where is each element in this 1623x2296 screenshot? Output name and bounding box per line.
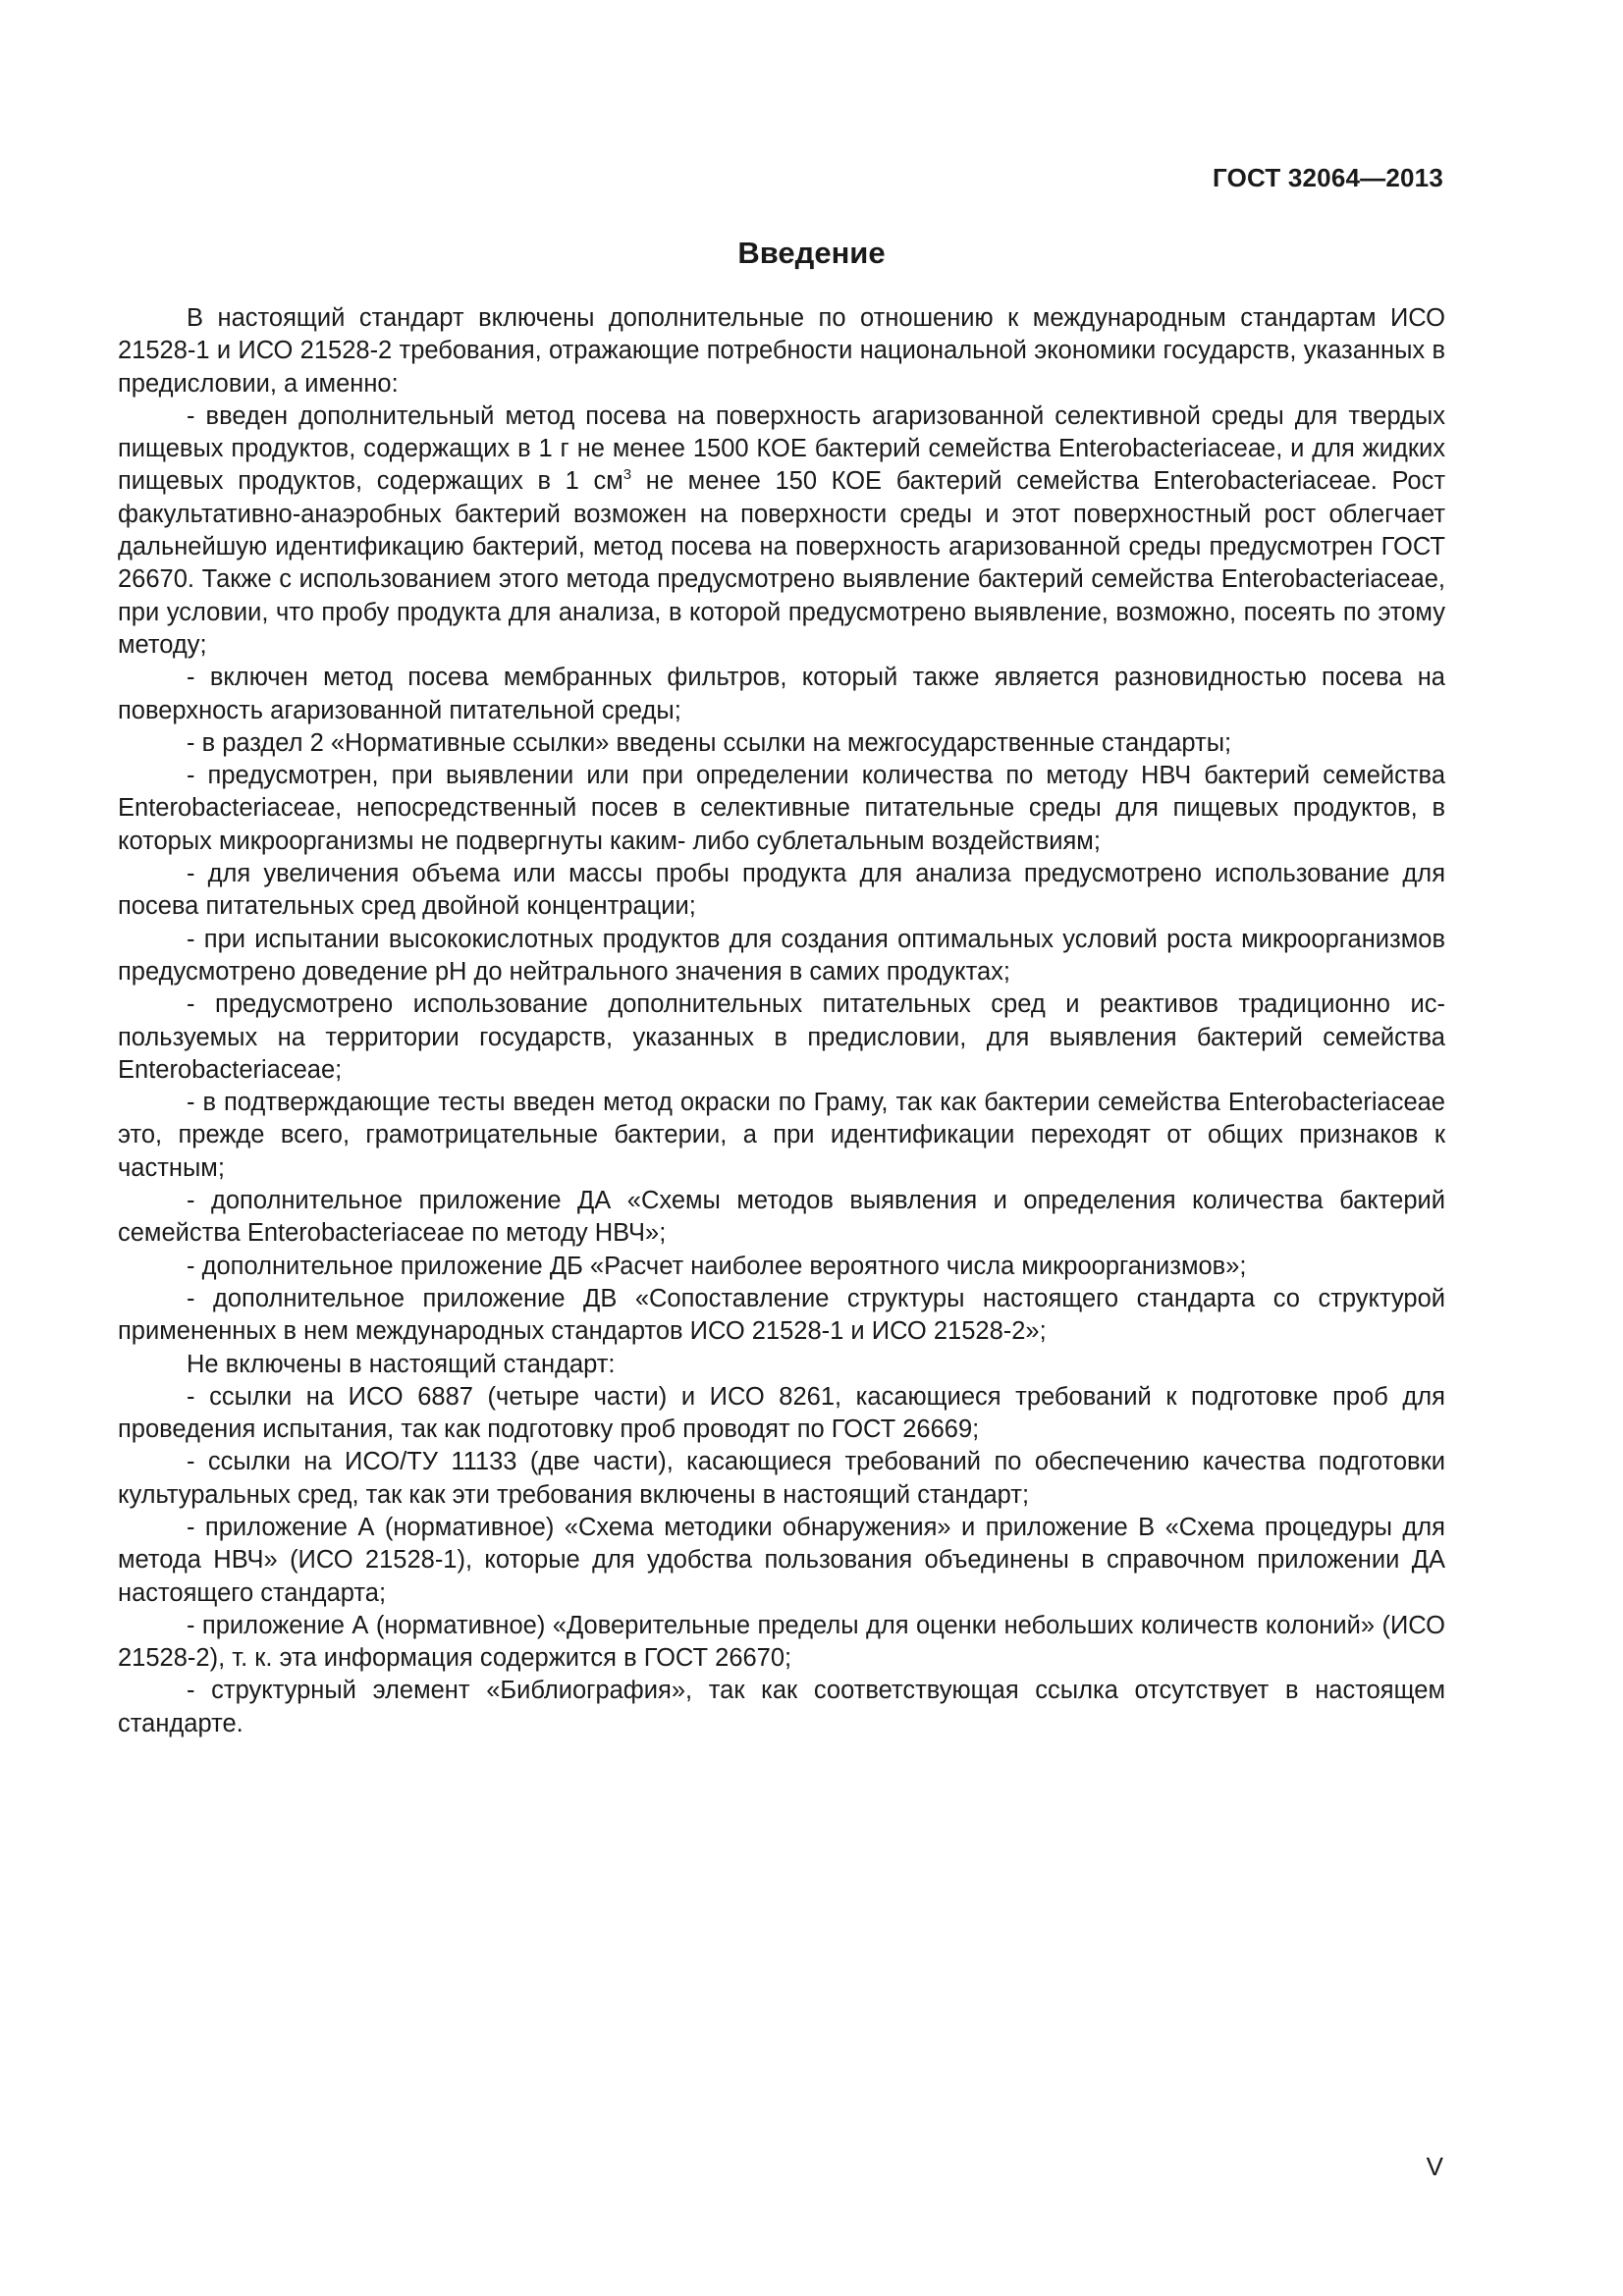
paragraph: - предусмотрен, при выявлении или при определении количества по методу НВЧ бактерий семейства Enterobacteriaceae, непосредственный посев в селективные питательные среды для пищевых продуктов, в которых микроорганизмы не подвергнуты каким- либо сублетальным воздействиям; (118, 762, 1445, 855)
document-body (118, 302, 1445, 1740)
paragraph: - при испытании высококислотных продуктов для создания оптимальных условий роста микроорганизмов предусмотрено доведение рН до нейтрального значения в самих продуктах; (118, 925, 1445, 986)
paragraph: - ссылки на ИСО 6887 (четыре части) и ИСО 8261, касающиеся требований к подготовке проб для проведения испытания, так как подготовку проб проводят по ГОСТ 26669; (118, 1382, 1445, 1444)
paragraph: - структурный элемент «Библиография», так как соответствующая ссылка отсутствует в настоящем стандарте. (118, 1677, 1445, 1737)
section-title: Введение (737, 236, 886, 270)
paragraph: - дополнительное приложение ДВ «Сопоставление структуры настоящего стандарта со структурой примененных в нем международных стандартов ИСО 21528-1 и ИСО 21528-2»; (118, 1284, 1445, 1346)
paragraph: - дополнительное приложение ДБ «Расчет наиболее вероятного числа микроорганизмов»; (187, 1252, 1247, 1280)
paragraph: - приложение А (нормативное) «Схема методики обнаружения» и приложение В «Схема процедуры для метода НВЧ» (ИСО 21528-1), которые для удобства пользования объединены в справочном приложении ДА настоящего стандарта; (118, 1513, 1445, 1607)
paragraph (118, 400, 1445, 662)
paragraph: В настоящий стандарт включены дополнительные по отношению к международным стандартам ИСО 21528-1 и ИСО 21528-2 требования, отражающие потребности национальной экономики государств, указанных в предисловии, а именно: (118, 304, 1445, 398)
paragraph: - включен метод посева мембранных фильтров, который также является разновидностью посева на поверхность агаризованной питательной среды; (118, 664, 1445, 724)
paragraph-text: не менее 150 КОЕ бактерий семейства Enterobacteriaceae. Рост факультативно-анаэробных бактерий возможен на поверхности среды и этот поверхностный рост облегчает дальнейшую идентификацию бактерий, метод посева на поверхность агаризованной среды предусмотрен ГОСТ 26670. Также с использованием этого метода предусмотрено выявление бактерий семейства Enterobacteriaceae, при условии, что пробу продукта для анализа, в которой предусмотрено выявление, возможно, посеять по этому методу; (118, 467, 1446, 659)
paragraph: - в раздел 2 «Нормативные ссылки» введены ссылки на межгосударственные стандарты; (187, 728, 1232, 757)
superscript: 3 (622, 466, 632, 484)
paragraph-text: - введен дополнительный метод посева на поверхность агаризованной селективной среды для твердых пищевых продуктов, содержащих в 1 г не менее 1500 КОЕ бактерий семейства Enterobacteriaceae, и для жидких пищевых продуктов, содержащих в 1 см (118, 401, 1445, 496)
paragraph: Не включены в настоящий стандарт: (187, 1350, 616, 1378)
paragraph: - дополнительное приложение ДА «Схемы методов выявления и определения количества бактерий семейства Enterobacteriaceae по методу НВЧ»; (118, 1187, 1445, 1248)
paragraph: - предусмотрено использование дополнительных питательных сред и реактивов традиционно используемых на территории государств, указанных в предисловии, для выявления бактерий семейства Enterobacteriaceae; (118, 990, 1445, 1084)
document-number: ГОСТ 32064—2013 (1213, 163, 1443, 192)
page-number: V (1426, 2152, 1443, 2181)
paragraph: - приложение А (нормативное) «Доверительные пределы для оценки небольших количеств колоний» (ИСО 21528-2), т. к. эта информация содержится в ГОСТ 26670; (118, 1611, 1445, 1673)
paragraph: - ссылки на ИСО/ТУ 11133 (две части), касающиеся требований по обеспечению качества подготовки культуральных сред, так как эти требования включены в настоящий стандарт; (118, 1448, 1445, 1509)
paragraph: - в подтверждающие тесты введен метод окраски по Граму, так как бактерии семейства Enterobacteriaceae это, прежде всего, грамотрицательные бактерии, а при идентификации переходят от общих признаков к частным; (118, 1089, 1445, 1182)
paragraph: - для увеличения объема или массы пробы продукта для анализа предусмотрено использование для посева питательных сред двойной концентрации; (118, 860, 1445, 921)
